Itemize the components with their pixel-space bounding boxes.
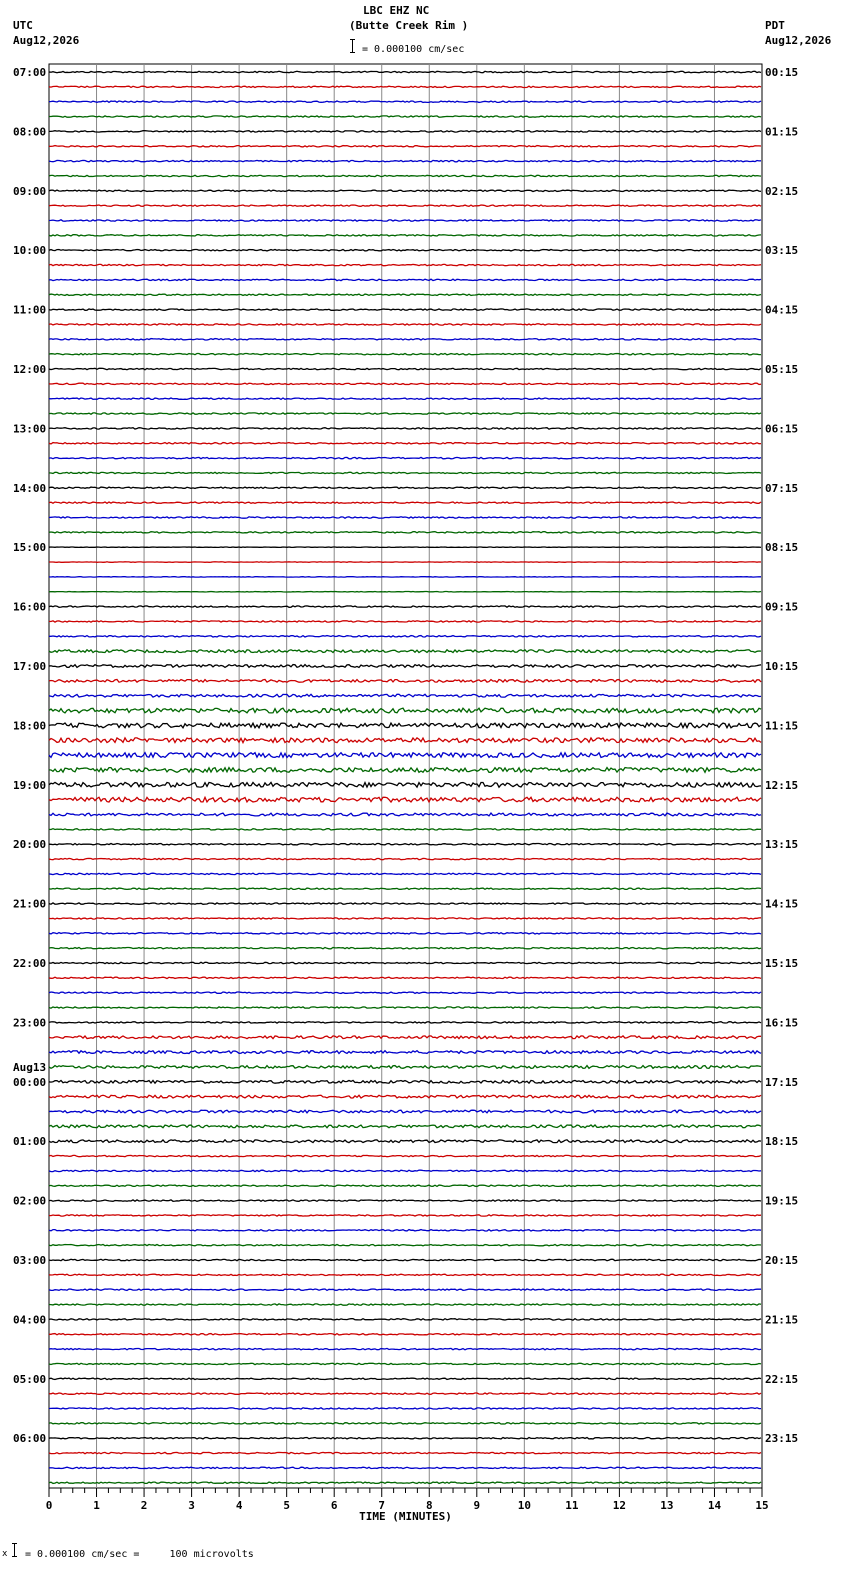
pdt-hour-label: 23:15 [765, 1432, 799, 1446]
pdt-hour-label: 11:15 [765, 719, 799, 733]
trace-line [49, 592, 761, 593]
trace-line [49, 1007, 761, 1008]
trace-line [49, 723, 761, 728]
trace-line [49, 873, 761, 874]
trace-line [49, 1423, 761, 1424]
trace-line [49, 472, 761, 473]
trace-line [49, 962, 761, 963]
utc-hour-label: 11:00 [13, 303, 47, 317]
trace-line [49, 977, 761, 978]
x-tick-label: 3 [188, 1499, 195, 1512]
trace-line [49, 383, 761, 384]
utc-hour-label: 21:00 [13, 897, 47, 911]
x-tick-label: 4 [235, 1499, 243, 1512]
footer-scale-text: = 0.000100 cm/sec = 100 microvolts [25, 1549, 254, 1560]
trace-line [49, 1408, 761, 1409]
utc-hour-label: 00:00 [13, 1075, 47, 1089]
trace-line [49, 160, 761, 161]
pdt-hour-label: 07:15 [765, 481, 799, 495]
utc-hour-label: 17:00 [13, 660, 47, 673]
trace-line [49, 1140, 761, 1143]
trace-line [49, 1348, 761, 1349]
trace-line [49, 1170, 761, 1171]
trace-line [49, 903, 761, 904]
trace-line [49, 797, 761, 802]
x-tick-label: 10 [517, 1499, 531, 1512]
trace-line [49, 398, 761, 399]
pdt-hour-label: 02:15 [765, 184, 799, 198]
trace-line [49, 1185, 761, 1186]
utc-hour-label: 23:00 [13, 1016, 47, 1030]
utc-hour-label: 01:00 [13, 1135, 47, 1149]
trace-line [49, 1110, 761, 1113]
utc-hour-label: 16:00 [13, 600, 47, 614]
right-date: Aug12,2026 [765, 34, 832, 47]
trace-line [49, 606, 761, 607]
trace-line [49, 1452, 761, 1453]
trace-line [49, 813, 761, 816]
pdt-hour-label: 15:15 [765, 957, 799, 970]
trace-line [49, 1066, 761, 1069]
trace-line [49, 844, 761, 845]
x-tick-label: 0 [45, 1499, 53, 1512]
trace-line [49, 339, 761, 340]
trace-line [49, 487, 761, 488]
pdt-hour-label: 12:15 [765, 778, 799, 792]
trace-line [49, 650, 761, 653]
utc-hour-label: 15:00 [13, 541, 47, 555]
trace-line [49, 738, 761, 743]
trace-line [49, 1319, 761, 1320]
footer-scale-bar-icon [14, 1543, 15, 1557]
x-tick-label: 13 [660, 1499, 674, 1512]
x-tick-label: 7 [378, 1499, 386, 1512]
trace-line [49, 294, 761, 295]
trace-line [49, 101, 761, 102]
pdt-hour-label: 14:15 [765, 897, 799, 911]
utc-hour-label: 19:00 [13, 778, 47, 792]
trace-line [49, 309, 761, 310]
trace-line [49, 279, 761, 280]
trace-line [49, 413, 761, 414]
trace-line [49, 324, 761, 325]
footer-marker: x [2, 1549, 8, 1559]
trace-line [49, 782, 761, 787]
trace-line [49, 250, 761, 251]
pdt-hour-label: 18:15 [765, 1135, 799, 1149]
trace-line [49, 829, 761, 830]
utc-hour-label: 03:00 [13, 1254, 47, 1267]
trace-line [49, 1245, 761, 1246]
pdt-hour-label: 13:15 [765, 838, 799, 852]
trace-line [49, 665, 761, 668]
x-axis-label: TIME (MINUTES) [359, 1510, 452, 1523]
trace-line [49, 1080, 761, 1083]
pdt-hour-label: 20:15 [765, 1254, 799, 1267]
trace-line [49, 636, 761, 637]
trace-line [49, 992, 761, 993]
trace-line [49, 354, 761, 355]
trace-line [49, 1363, 761, 1364]
utc-hour-label: 08:00 [13, 125, 47, 139]
pdt-hour-label: 03:15 [765, 244, 799, 258]
pdt-hour-label: 08:15 [765, 541, 799, 555]
trace-line [49, 264, 761, 265]
trace-line [49, 918, 761, 919]
trace-line [49, 1334, 761, 1335]
station-location: (Butte Creek Rim ) [349, 19, 469, 32]
utc-hour-label: 22:00 [13, 957, 47, 970]
utc-hour-label: 02:00 [13, 1194, 47, 1208]
left-timezone: UTC [13, 19, 33, 32]
trace-line [49, 1467, 761, 1468]
pdt-hour-label: 01:15 [765, 125, 799, 139]
x-tick-label: 6 [330, 1499, 338, 1512]
pdt-hour-label: 16:15 [765, 1016, 799, 1030]
x-tick-label: 2 [140, 1499, 148, 1512]
trace-line [49, 694, 761, 697]
trace-line [49, 621, 761, 622]
trace-line [49, 1155, 761, 1156]
utc-hour-label: 18:00 [13, 719, 47, 733]
utc-hour-label: 10:00 [13, 244, 47, 258]
pdt-hour-label: 05:15 [765, 363, 799, 376]
trace-line [49, 1482, 761, 1483]
trace-line [49, 205, 761, 206]
utc-hour-label: 13:00 [13, 422, 47, 436]
utc-hour-label: 04:00 [13, 1313, 47, 1327]
x-tick-label: 8 [425, 1499, 433, 1512]
trace-line [49, 175, 761, 176]
utc-hour-label: 07:00 [13, 66, 47, 79]
trace-line [49, 1393, 761, 1394]
pdt-hour-label: 10:15 [765, 660, 799, 673]
left-date: Aug12,2026 [13, 34, 80, 47]
pdt-hour-label: 19:15 [765, 1194, 799, 1208]
trace-line [49, 1230, 761, 1231]
trace-line [49, 1095, 761, 1098]
x-tick-label: 1 [93, 1499, 100, 1512]
utc-hour-label: 20:00 [13, 838, 47, 852]
pdt-hour-label: 00:15 [765, 66, 799, 79]
utc-hour-label: 09:00 [13, 184, 47, 198]
x-tick-label: 5 [283, 1499, 290, 1512]
trace-line [49, 71, 761, 72]
trace-line [49, 235, 761, 236]
trace-line [49, 443, 761, 444]
trace-line [49, 1259, 761, 1260]
pdt-hour-label: 04:15 [765, 303, 799, 317]
trace-line [49, 768, 761, 773]
utc-hour-label: 14:00 [13, 481, 47, 495]
trace-line [49, 933, 761, 934]
trace-line [49, 562, 761, 563]
utc-hour-label: 05:00 [13, 1372, 47, 1386]
trace-line [49, 1200, 761, 1201]
trace-line [49, 858, 761, 859]
trace-line [49, 753, 761, 758]
right-timezone: PDT [765, 19, 785, 32]
trace-line [49, 116, 761, 117]
x-tick-label: 12 [612, 1499, 627, 1512]
x-tick-label: 9 [473, 1499, 481, 1512]
pdt-hour-label: 21:15 [765, 1313, 799, 1327]
pdt-hour-label: 22:15 [765, 1372, 799, 1386]
trace-line [49, 1051, 761, 1054]
trace-line [49, 532, 761, 533]
trace-line [49, 948, 761, 949]
x-tick-label: 15 [755, 1499, 769, 1512]
trace-line [49, 457, 761, 458]
utc-hour-label: 06:00 [13, 1432, 47, 1446]
trace-line [49, 1304, 761, 1305]
trace-line [49, 1125, 761, 1128]
trace-line [49, 502, 761, 503]
date-change-label: Aug13 [13, 1060, 47, 1074]
trace-line [49, 1289, 761, 1290]
trace-line [49, 1036, 761, 1039]
trace-line [49, 1274, 761, 1275]
trace-line [49, 1215, 761, 1216]
trace-line [49, 428, 761, 429]
station-title: LBC EHZ NC [363, 4, 430, 17]
trace-line [49, 1022, 761, 1023]
trace-line [49, 680, 761, 683]
trace-line [49, 517, 761, 518]
trace-line [49, 1438, 761, 1439]
pdt-hour-label: 06:15 [765, 422, 799, 436]
trace-line [49, 131, 761, 132]
x-tick-label: 11 [565, 1499, 579, 1512]
utc-hour-label: 12:00 [13, 363, 47, 376]
trace-line [49, 86, 761, 87]
x-tick-label: 14 [707, 1499, 722, 1512]
trace-line [49, 220, 761, 221]
scale-text: = 0.000100 cm/sec [362, 44, 465, 55]
pdt-hour-label: 09:15 [765, 600, 799, 614]
pdt-hour-label: 17:15 [765, 1075, 799, 1089]
trace-line [49, 1378, 761, 1379]
trace-line [49, 190, 761, 191]
trace-line [49, 888, 761, 889]
trace-line [49, 146, 761, 147]
trace-line [49, 708, 761, 713]
trace-line [49, 368, 761, 369]
